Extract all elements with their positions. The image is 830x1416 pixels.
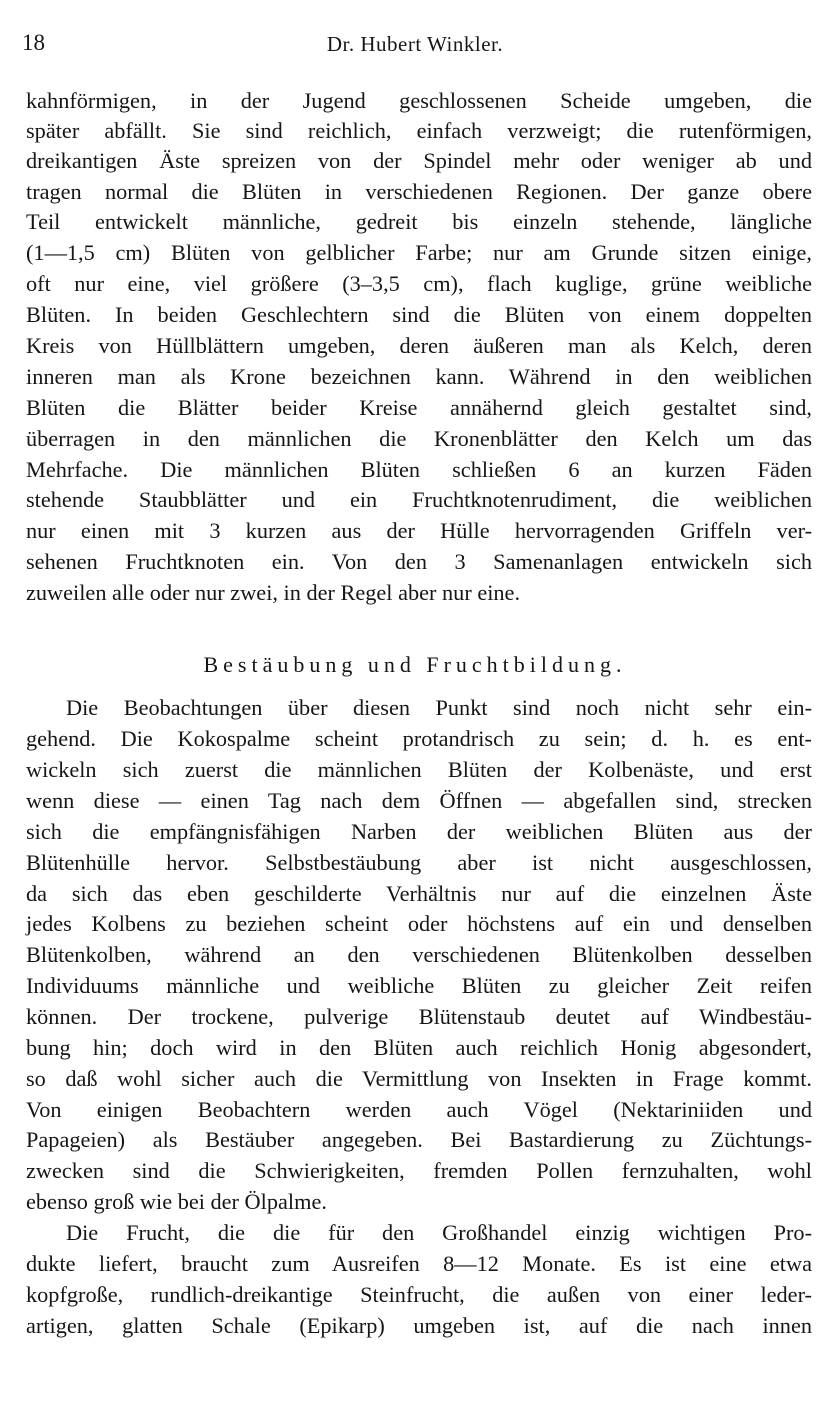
text-line: wenn diese — einen Tag nach dem Öffnen — abgefallen sind, strecken <box>26 788 812 813</box>
text-line: (1—1,5 cm) Blüten von gelblicher Farbe; nur am Grunde sitzen einige, <box>26 240 812 265</box>
text-line: später abfällt. Sie sind reichlich, einfach verzweigt; die rutenförmigen, <box>26 118 812 143</box>
text-line: dreikantigen Äste spreizen von der Spindel mehr oder weniger ab und <box>26 148 812 173</box>
text-line: gehend. Die Kokospalme scheint protandrisch zu sein; d. h. es ent- <box>26 726 812 751</box>
text-line: inneren man als Krone bezeichnen kann. Während in den weiblichen <box>26 364 812 389</box>
running-title: Dr. Hubert Winkler. <box>326 32 504 56</box>
text-line: ebenso groß wie bei der Ölpalme. <box>26 1189 327 1214</box>
text-line: Die Frucht, die die für den Großhandel einzig wichtigen Pro- <box>66 1220 812 1245</box>
text-line: sich die empfängnisfähigen Narben der weiblichen Blüten aus der <box>26 819 812 844</box>
text-line: Blüten. In beiden Geschlechtern sind die Blüten von einem doppelten <box>26 302 812 327</box>
text-line: sehenen Fruchtknoten ein. Von den 3 Samenanlagen entwickeln sich <box>26 549 812 574</box>
text-line: Blütenhülle hervor. Selbstbestäubung aber ist nicht ausgeschlossen, <box>26 850 812 875</box>
text-line: Teil entwickelt männliche, gedreit bis einzeln stehende, längliche <box>26 209 812 234</box>
text-line: überragen in den männlichen die Kronenblätter den Kelch um das <box>26 426 812 451</box>
text-line: können. Der trockene, pulverige Blütenstaub deutet auf Windbestäu- <box>26 1004 812 1029</box>
page-number: 18 <box>22 30 45 55</box>
text-line: da sich das eben geschilderte Verhältnis nur auf die einzelnen Äste <box>26 881 812 906</box>
text-line: zuweilen alle oder nur zwei, in der Regel aber nur eine. <box>26 580 521 605</box>
text-line: wickeln sich zuerst die männlichen Blüten der Kolbenäste, und erst <box>26 757 812 782</box>
section-heading: Bestäubung und Fruchtbildung. <box>203 652 627 677</box>
text-line: Papageien) als Bestäuber angegeben. Bei Bastardierung zu Züchtungs- <box>26 1127 812 1152</box>
text-line: Kreis von Hüllblättern umgeben, deren äußeren man als Kelch, deren <box>26 333 812 358</box>
text-line: so daß wohl sicher auch die Vermittlung von Insekten in Frage kommt. <box>26 1066 812 1091</box>
text-line: bung hin; doch wird in den Blüten auch reichlich Honig abgesondert, <box>26 1035 812 1060</box>
page-header <box>22 30 808 60</box>
text-line: dukte liefert, braucht zum Ausreifen 8—12 Monate. Es ist eine etwa <box>26 1251 812 1276</box>
text-line: zwecken sind die Schwierigkeiten, fremden Pollen fernzuhalten, wohl <box>26 1158 812 1183</box>
text-line: jedes Kolbens zu beziehen scheint oder höchstens auf ein und denselben <box>26 911 812 936</box>
text-line: Von einigen Beobachtern werden auch Vögel (Nektariniiden und <box>26 1097 812 1122</box>
text-line: Blütenkolben, während an den verschiedenen Blütenkolben desselben <box>26 942 812 967</box>
text-line: kahnförmigen, in der Jugend geschlossenen Scheide umgeben, die <box>26 88 812 113</box>
text-line: Mehrfache. Die männlichen Blüten schließen 6 an kurzen Fäden <box>26 457 812 482</box>
text-line: kopfgroße, rundlich-dreikantige Steinfrucht, die außen von einer leder- <box>26 1282 812 1307</box>
text-line: Die Beobachtungen über diesen Punkt sind noch nicht sehr ein- <box>66 695 812 720</box>
text-line: artigen, glatten Schale (Epikarp) umgeben ist, auf die nach innen <box>26 1313 812 1338</box>
text-line: nur einen mit 3 kurzen aus der Hülle hervorragenden Griffeln ver- <box>26 518 812 543</box>
text-line: stehende Staubblätter und ein Fruchtknotenrudiment, die weiblichen <box>26 487 812 512</box>
text-line: Blüten die Blätter beider Kreise annähernd gleich gestaltet sind, <box>26 395 812 420</box>
text-line: oft nur eine, viel größere (3–3,5 cm), flach kuglige, grüne weibliche <box>26 271 812 296</box>
text-line: tragen normal die Blüten in verschiedenen Regionen. Der ganze obere <box>26 179 812 204</box>
text-line: Individuums männliche und weibliche Blüten zu gleicher Zeit reifen <box>26 973 812 998</box>
